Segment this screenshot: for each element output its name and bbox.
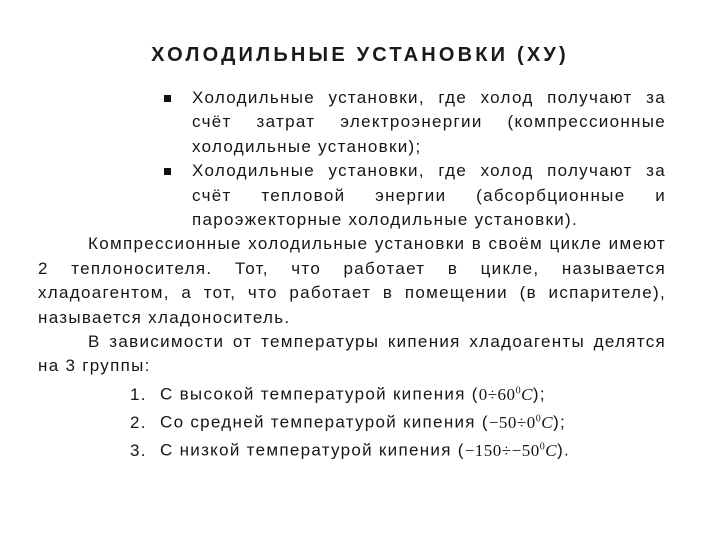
group-item-high: 1. С высокой температурой кипения $(0\div 60^0C)$; [130,379,666,407]
bullet-item-absorption [192,159,666,232]
item-number: 2. [130,412,147,432]
refrigerant-groups-list [38,379,666,463]
item-text: С низкой температурой кипения ( [160,440,465,460]
temperature-range: $0\div 60^0C$ [478,384,533,404]
group-item-low: 3. С низкой температурой кипения $(-150\div-50^0C)$. [130,435,666,463]
bullet-text: Холодильные установки, где холод получают за счёт затрат электроэнергии (компрессионные холодильные установки); [192,88,666,156]
square-bullet-icon [164,168,171,175]
bullet-text: Холодильные установки, где холод получают за счёт тепловой энергии (абсорбционные и пароэжекторные холодильные установки). [192,161,666,230]
square-bullet-icon [164,95,171,102]
paragraph-compression: Компрессионные холодильные установки в своём цикле имеют 2 теплоносителя. Тот, что работает в цикле, называется хладоагентом, а тот, что работает в помещении (в испарителе), называется хладоноситель. [38,234,666,327]
group-item-medium: 2. Со средней температурой кипения $(-50\div 0^0C)$; [130,407,666,435]
bullet-item-compression [192,86,666,159]
temperature-range: $-150\div-50^0C$ [464,440,558,460]
item-number: 1. [130,384,147,404]
item-text: Со средней температурой кипения ( [160,412,489,432]
item-text: С высокой температурой кипения ( [160,384,479,404]
item-number: 3. [130,440,147,460]
page-title: ХОЛОДИЛЬНЫЕ УСТАНОВКИ (ХУ) [151,44,569,66]
refrigeration-types-list [38,86,666,232]
content-body [38,86,666,463]
temperature-range: $-50\div 0^0C$ [488,412,554,432]
paragraph-groups-intro: В зависимости от температуры кипения хладоагенты делятся на 3 группы: [38,332,666,376]
